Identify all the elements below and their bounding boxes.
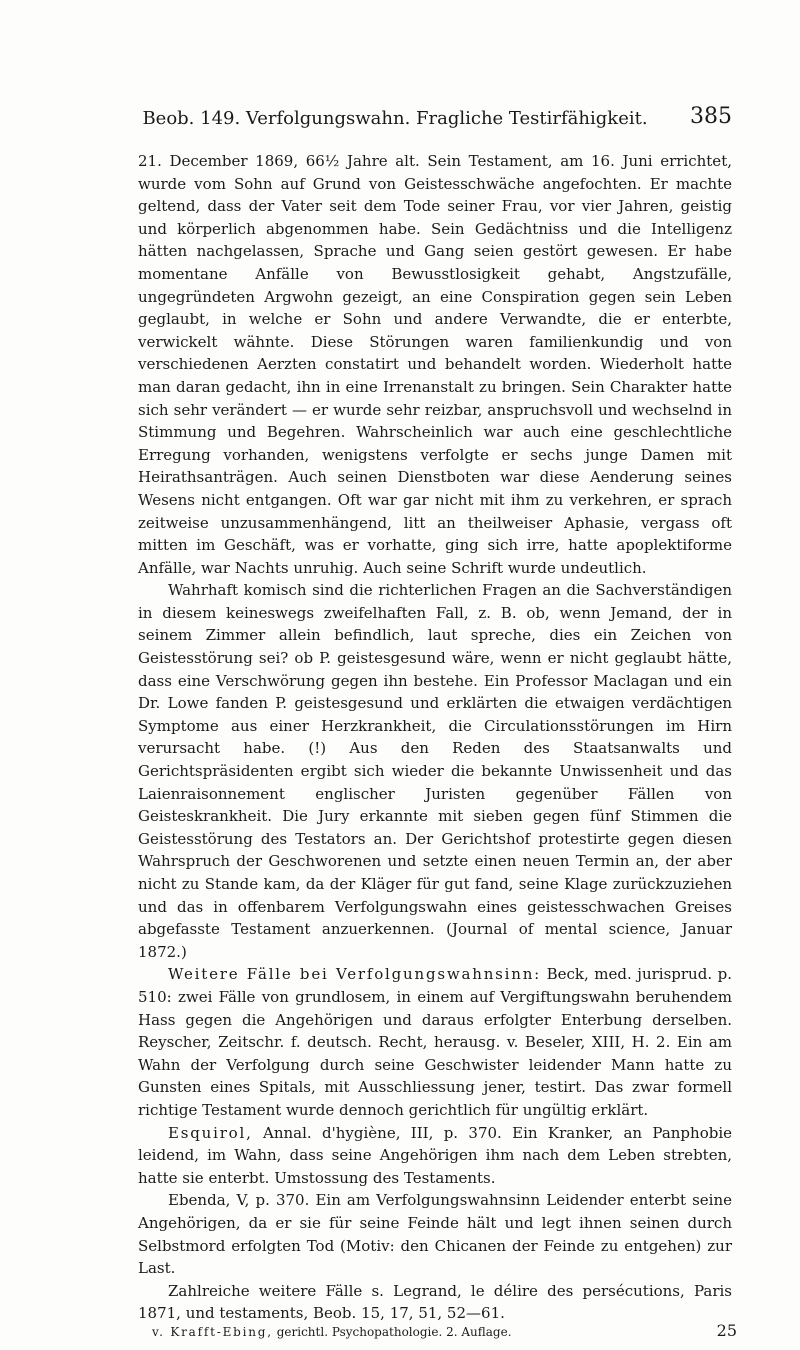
- esquirol-text: Annal. d'hygiène, III, p. 370. Ein Kranker, an Panphobie leidend, im Wahn, dass seine Angehörigen ihm nach dem Leben strebten, hatte sie enterbt. Umstossung des Testaments.: [138, 1123, 732, 1187]
- paragraph-court-questions: Wahrhaft komisch sind die richterlichen Fragen an die Sachverständigen in diesem keineswegs zweifelhaften Fall, z. B. ob, wenn Jemand, der in seinem Zimmer allein befindlich, laut spreche, dies ein Zeichen von Geistesstörung sei? ob P. geistesgesund wäre, wenn er nicht geglaubt hätte, dass eine Verschwörung gegen ihn bestehe. Ein Professor Maclagan und ein Dr. Lowe fanden P. geistesgesund und erklärten die etwaigen verdächtigen Symptome aus einer Herzkrankheit, die Circulationsstörungen im Hirn verursacht habe. (!) Aus den Reden des Staatsanwalts und Gerichtspräsidenten ergibt sich wieder die bekannte Unwissenheit und das Laienraisonnement englischer Juristen gegenüber Fällen von Geisteskrankheit. Die Jury erkannte mit sieben gegen fünf Stimmen die Geistesstörung des Testators an. Der Gerichtshof protestirte gegen diesen Wahrspruch der Geschworenen und setzte einen neuen Termin an, der aber nicht zu Stande kam, da der Kläger für gut fand, seine Klage zurückzuziehen und das in offenbarem Verfolgungswahn eines geistesschwachen Greises abgefasste Testament anzuerkennen. (Journal of mental science, Januar 1872.): [138, 581, 732, 961]
- footer-citation: [152, 1325, 512, 1339]
- page-header: [138, 104, 732, 134]
- signature-mark: 25: [716, 1321, 737, 1340]
- paragraph-case-history: 21. December 1869, 66½ Jahre alt. Sein Testament, am 16. Juni errichtet, wurde vom Sohn auf Grund von Geistesschwäche angefochten. Er machte geltend, dass der Vater seit dem Tode seiner Frau, vor vier Jahren, geistig und körperlich abgenommen habe. Sein Gedächtniss und die Intelligenz hätten nachgelassen, Sprache und Gang seien gestört gewesen. Er habe momentane Anfälle von Bewusstlosigkeit gehabt, Angstzufälle, ungegründeten Argwohn gezeigt, an eine Conspiration gegen sein Leben geglaubt, in welche er Sohn und andere Verwandte, die er enterbte, verwickelt wähnte. Diese Störungen waren familienkundig und von verschiedenen Aerzten constatirt und behandelt worden. Wiederholt hatte man daran gedacht, ihn in eine Irrenanstalt zu bringen. Sein Charakter hatte sich sehr verändert — er wurde sehr reizbar, anspruchsvoll und wechselnd in Stimmung und Begehren. Wahrscheinlich war auch eine geschlechtliche Erregung vorhanden, wenigstens verfolgte er sechs junge Damen mit Heirathsanträgen. Auch seinen Dienstboten war diese Aenderung seines Wesens nicht entgangen. Oft war gar nicht mit ihm zu verkehren, er sprach zeitweise unzusammenhängend, litt an theilweiser Aphasie, vergass oft mitten im Geschäft, was er vorhatte, ging sich irre, hatte apoplektiforme Anfälle, war Nachts unruhig. Auch seine Schrift wurde undeutlich.: [138, 152, 732, 577]
- body-text: [138, 150, 732, 1325]
- paragraph-legrand: Zahlreiche weitere Fälle s. Legrand, le délire des persécutions, Paris 1871, und testaments, Beob. 15, 17, 51, 52—61.: [138, 1281, 732, 1323]
- page-number: 385: [690, 104, 732, 129]
- further-cases-lead: Weitere Fälle bei Verfolgungswahnsinn:: [168, 965, 542, 984]
- esquirol-lead: Esquirol,: [168, 1123, 253, 1142]
- further-cases-text: Beck, med. jurisprud. p. 510: zwei Fälle von grundlosem, in einem auf Vergiftungswahn beruhendem Hass gegen die Angehörigen und daraus erfolgter Enterbung derselben. Reyscher, Zeitschr. f. deutsch. Recht, herausg. v. Beseler, XIII, H. 2. Ein am Wahn der Verfolgung durch seine Geschwister leidender Mann hatte zu Gunsten eines Spitals, mit Ausschliessung jener, testirt. Das zwar formell richtige Testament wurde dennoch gerichtlich für ungültig erklärt.: [138, 965, 732, 1119]
- paragraph-ebenda: Ebenda, V, p. 370. Ein am Verfolgungswahnsinn Leidender enterbt seine Angehörigen, da er sie für seine Feinde hält und legt ihnen seinen durch Selbstmord erfolgten Tod (Motiv: den Chicanen der Feinde zu entgehen) zur Last.: [138, 1191, 732, 1278]
- footer-book: gerichtl. Psychopathologie. 2. Auflage.: [272, 1325, 512, 1339]
- footer-author: v. Krafft-Ebing,: [152, 1325, 273, 1339]
- paragraph-further-cases: [138, 963, 732, 1121]
- running-head: Beob. 149. Verfolgungswahn. Fragliche Testirfähigkeit.: [142, 108, 648, 129]
- paragraph-esquirol: [138, 1122, 732, 1190]
